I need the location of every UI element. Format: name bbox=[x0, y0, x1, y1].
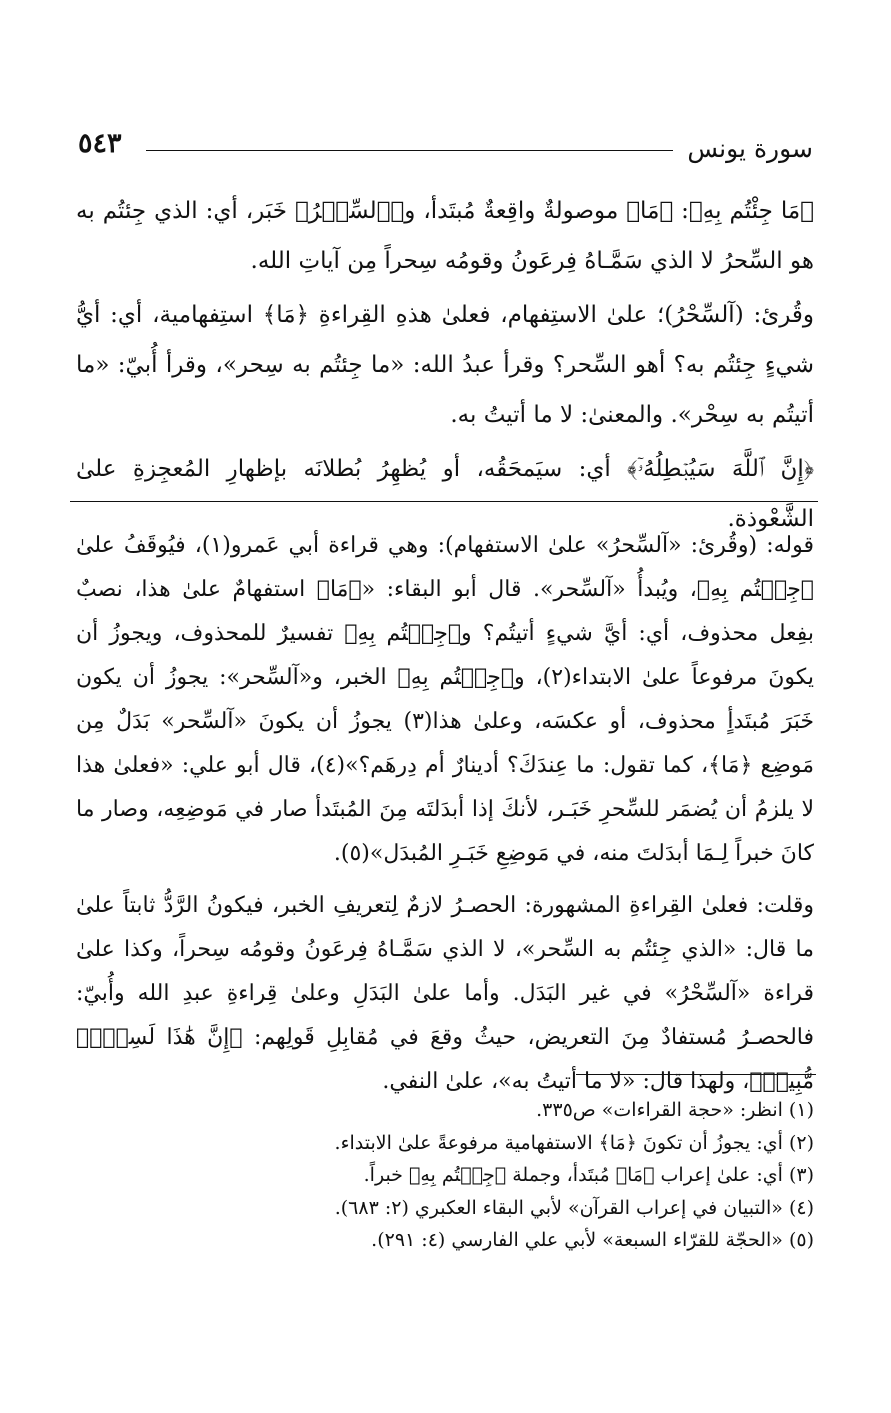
footnote-rule bbox=[576, 1074, 816, 1075]
main-paragraph: ﴿مَا جِئْتُم بِهِ﴾: ﴿مَا﴾ موصولةٌ واقِعةٌ مُبتَدأ، و﴿ٱلسِّحۡرُ﴾ خَبَر، أي: الذي جِئتُم به هو السِّحرُ لا الذي سَمَّـاهُ فِرعَونُ وقومُه سِحراً مِن آياتِ الله. bbox=[76, 198, 814, 274]
footnotes bbox=[76, 1094, 814, 1257]
main-paragraph: ﴿إِنَّ ٱللَّهَ سَيُبۡطِلُهُۥٓ﴾ أي: سيَمحَقُه، أو يُظهِرُ بُطلانَه بإظهارِ المُعجِزةِ علىٰ الشَّعْوذة. bbox=[76, 456, 815, 532]
footnote: (٥) «الحجّة للقرّاء السبعة» لأبي علي الفارسي (٤: ٢٩١). bbox=[371, 1229, 814, 1251]
running-header bbox=[78, 128, 813, 168]
header-rule bbox=[146, 150, 673, 151]
commentary bbox=[76, 524, 814, 1112]
footnote: (٢) أي: يجوزُ أن تكونَ ﴿مَا﴾ الاستفهامية مرفوعةً علىٰ الابتداء. bbox=[334, 1131, 814, 1154]
footnote: (١) انظر: «حجة القراءات» ص٣٣٥. bbox=[536, 1099, 814, 1121]
footnote: (٣) أي: علىٰ إعراب ﴿مَا﴾ مُبتَدأ، وجملة ﴿جِئۡتُم بِهِ﴾ خبراً. bbox=[363, 1164, 814, 1186]
page-number: ٥٤٣ bbox=[78, 128, 122, 159]
section-divider bbox=[70, 501, 818, 502]
main-text bbox=[76, 186, 814, 548]
footnote: (٤) «التبيان في إعراب القرآن» لأبي البقاء العكبري (٢: ٦٨٣). bbox=[334, 1196, 814, 1219]
surah-title: سورة يونس bbox=[687, 134, 813, 163]
commentary-paragraph: قوله: (وقُرئ: «آلسِّحرُ» علىٰ الاستفهام): وهي قراءة أبي عَمرو(١)، فيُوقَفُ علىٰ ﴿جِئۡتُم بِهِ﴾، ويُبدأُ «آلسِّحر». قال أبو البقاء: «﴿مَا﴾ استفهامٌ علىٰ هذا، نصبٌ بفِعل محذوف، أي: أيَّ شيءٍ أتيتُم؟ و﴿جِئۡتُم بِهِ﴾ تفسيرٌ للمحذوف، ويجوزُ أن يكونَ مرفوعاً علىٰ الابتداء(٢)، و﴿جِئۡتُم بِهِ﴾ الخبر، و«آلسِّحر»: يجوزُ أن يكون خَبَرَ مُبتَدأٍ محذوف، أو عكسَه، وعلىٰ هذا(٣) يجوزُ أن يكونَ «آلسِّحر» بَدَلٌ مِن مَوضِع ﴿مَا﴾، كما تقول: ما عِندَكَ؟ أدينارٌ أم دِرهَم؟»(٤)، قال أبو علي: «فعلىٰ هذا لا يلزمُ أن يُضمَر للسِّحرِ خَبَـر، لأنكَ إذا أبدَلتَه مِنَ المُبتَدأ صار في مَوضِعِه، وصار ما كانَ خبراً لِـمَا أبدَلتَ منه، في مَوضِعِ خَبَـرِ المُبدَل»(٥). bbox=[76, 533, 815, 866]
main-paragraph: وقُرئ: (آلسِّحْرُ)؛ علىٰ الاستِفهام، فعلىٰ هذهِ القِراءةِ ﴿مَا﴾ استِفهامية، أي: أيُّ شيءٍ جِئتُم به؟ أهو السِّحر؟ وقرأ عبدُ الله: «ما جِئتُم به سِحر»، وقرأ أُبيّ: «ما أتيتُم به سِحْر». والمعنىٰ: لا ما أتيتُ به. bbox=[76, 302, 814, 428]
commentary-paragraph: وقلت: فعلىٰ القِراءةِ المشهورة: الحصـرُ لازمٌ لِتعريفِ الخبر، فيكونُ الرَّدُّ ثابتاً علىٰ ما قال: «الذي جِئتُم به السِّحر»، لا الذي سَمَّـاهُ فِرعَونُ وقومُه سِحراً، وكذا علىٰ قراءة «آلسِّحْرُ» في غير البَدَل. وأما علىٰ البَدَلِ وعلىٰ قِراءةِ عبدِ الله وأُبيّ: فالحصـرُ مُستفادٌ مِنَ التعريض، حيثُ وقعَ في مُقابِلِ قَولِهم: ﴿إِنَّ هَٰذَا لَسِحۡرٞ مُّبِينٞ﴾، ولهذا قال: «لا ما أتيتُ به»، علىٰ النفي. bbox=[76, 893, 814, 1094]
